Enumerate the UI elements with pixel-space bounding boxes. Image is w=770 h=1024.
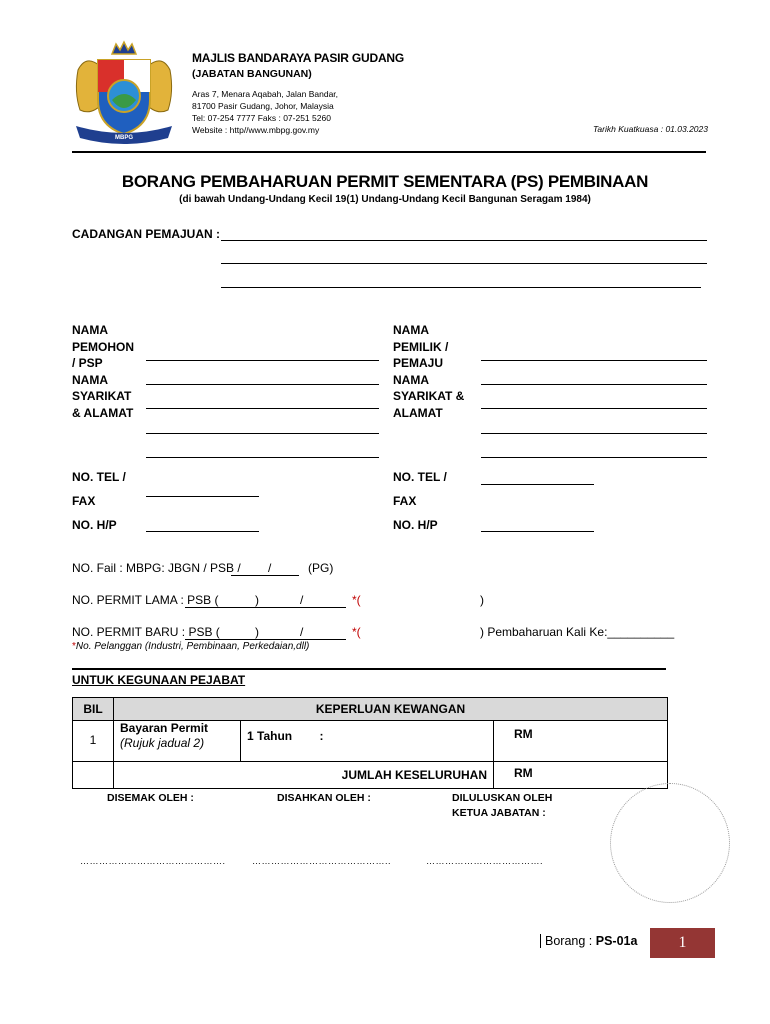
permit-lama-slash: / xyxy=(300,593,304,607)
applicant-hp-field[interactable] xyxy=(146,531,259,532)
fail-slash: / xyxy=(268,561,272,575)
permit-baru-field-line[interactable] xyxy=(185,639,346,640)
rm-amount-total[interactable]: RM xyxy=(494,762,668,789)
tempoh-cell xyxy=(241,721,494,762)
borang-code: PS-01a xyxy=(595,934,638,948)
applicant-field-line[interactable] xyxy=(146,408,379,409)
svg-text:MBPG: MBPG xyxy=(115,135,133,141)
applicant-label-line: / PSP xyxy=(72,356,103,370)
cadangan-field-line-1[interactable] xyxy=(221,240,707,241)
applicant-fax-label: FAX xyxy=(72,494,96,508)
signature-line-disemak[interactable]: ………………………………………. xyxy=(80,856,226,866)
owner-label-line: SYARIKAT & xyxy=(393,389,465,403)
permit-lama-asterisk: *( xyxy=(352,593,361,607)
rm-amount-1[interactable]: RM xyxy=(494,721,668,762)
owner-label-line: NAMA xyxy=(393,372,429,387)
applicant-hp-label: NO. H/P xyxy=(72,518,117,532)
applicant-tel-field[interactable] xyxy=(146,496,259,497)
applicant-tel-label: NO. TEL / xyxy=(72,470,126,484)
applicant-field-line[interactable] xyxy=(146,433,379,434)
footnote xyxy=(72,641,309,652)
permit-lama-paren: ) xyxy=(255,593,259,607)
office-section-title: UNTUK KEGUNAAN PEJABAT xyxy=(72,673,246,687)
header-divider xyxy=(72,151,706,153)
owner-field-line[interactable] xyxy=(481,360,707,361)
permit-baru-asterisk: *( xyxy=(352,625,361,639)
cadangan-label: CADANGAN PEMAJUAN : xyxy=(72,227,221,241)
address-line: Tel: 07-254 7777 Faks : 07-251 5260 xyxy=(192,113,331,123)
owner-label-line: ALAMAT xyxy=(393,405,443,420)
cadangan-field-line-3[interactable] xyxy=(221,287,701,288)
fail-field-line[interactable] xyxy=(231,575,299,576)
jumlah-label: JUMLAH KESELURUHAN xyxy=(114,762,494,789)
disahkan-label: DISAHKAN OLEH : xyxy=(277,792,371,804)
owner-label-line: NAMA xyxy=(393,323,429,337)
cadangan-field-line-2[interactable] xyxy=(221,263,707,264)
address-line: 81700 Pasir Gudang, Johor, Malaysia xyxy=(192,101,334,111)
applicant-field-line[interactable] xyxy=(146,384,379,385)
footer-form-code xyxy=(540,934,637,948)
form-title: BORANG PEMBAHARUAN PERMIT SEMENTARA (PS) PEMBINAAN xyxy=(121,172,649,191)
owner-label xyxy=(393,322,464,421)
address-line: Website : http//www.mbpg.gov.my xyxy=(192,125,320,135)
rujuk-text: Rujuk jadual 2 xyxy=(124,736,201,750)
owner-field-line[interactable] xyxy=(481,457,707,458)
col-bil-header: BIL xyxy=(73,698,114,721)
applicant-label-line: NAMA xyxy=(72,323,108,337)
fail-suffix: (PG) xyxy=(308,561,334,575)
effective-date: Tarikh Kuatkuasa : 01.03.2023 xyxy=(593,124,708,134)
signature-line-diluluskan[interactable]: ………………………………. xyxy=(426,856,544,866)
rujuk-label: (Rujuk jadual 2) xyxy=(120,736,205,750)
col-keperluan-header: KEPERLUAN KEWANGAN xyxy=(114,698,668,721)
applicant-label-line: SYARIKAT xyxy=(72,389,132,403)
tempoh-label: 1 Tahun xyxy=(247,729,293,743)
diluluskan-label-2: KETUA JABATAN : xyxy=(452,807,546,819)
permit-baru-label: NO. PERMIT BARU : PSB ( xyxy=(72,625,220,639)
page-number: 1 xyxy=(650,928,715,958)
permit-lama-label: NO. PERMIT LAMA : PSB ( xyxy=(72,593,219,607)
pembaharuan-label: ) Pembaharuan Kali Ke:__________ xyxy=(480,625,675,639)
owner-field-line[interactable] xyxy=(481,433,707,434)
applicant-field-line[interactable] xyxy=(146,360,379,361)
owner-tel-field[interactable] xyxy=(481,484,594,485)
applicant-field-line[interactable] xyxy=(146,457,379,458)
diluluskan-label-1: DILULUSKAN OLEH xyxy=(452,792,553,804)
footnote-text: No. Pelanggan (Industri, Pembinaan, Perkedaian,dll) xyxy=(75,641,310,652)
owner-field-line[interactable] xyxy=(481,384,707,385)
owner-fax-label: FAX xyxy=(393,494,417,508)
owner-label-line: PEMILIK / xyxy=(393,339,449,354)
address-line: Aras 7, Menara Aqabah, Jalan Bandar, xyxy=(192,89,339,99)
owner-field-line[interactable] xyxy=(481,408,707,409)
financial-table xyxy=(72,697,668,789)
bayaran-label: Bayaran Permit xyxy=(120,721,209,735)
form-subtitle: (di bawah Undang-Undang Kecil 19(1) Undang-Undang Kecil Bangunan Seragam 1984) xyxy=(179,194,591,205)
applicant-label-line: NAMA xyxy=(72,372,108,387)
official-stamp-area xyxy=(610,783,730,903)
borang-label: Borang : xyxy=(540,934,592,948)
applicant-label-line: & ALAMAT xyxy=(72,405,134,420)
footnote-star: * xyxy=(72,641,76,652)
permit-baru-slash: / xyxy=(300,625,304,639)
section-divider xyxy=(72,668,666,670)
owner-hp-field[interactable] xyxy=(481,531,594,532)
owner-tel-label: NO. TEL / xyxy=(393,470,447,484)
permit-lama-field-line[interactable] xyxy=(185,607,346,608)
applicant-label-line: PEMOHON xyxy=(72,339,135,354)
applicant-label xyxy=(72,322,134,421)
owner-label-line: PEMAJU xyxy=(393,356,444,370)
permit-baru-paren: ) xyxy=(255,625,259,639)
tempoh-colon: : xyxy=(319,729,324,743)
row-number: 1 xyxy=(73,721,114,762)
org-name: MAJLIS BANDARAYA PASIR GUDANG xyxy=(192,51,405,65)
dept-name: (JABATAN BANGUNAN) xyxy=(192,68,312,80)
permit-lama-close: ) xyxy=(480,593,484,607)
signature-line-disahkan[interactable]: …………………………………….. xyxy=(252,856,392,866)
fail-label: NO. Fail : MBPG: JBGN / PSB / xyxy=(72,561,241,575)
owner-hp-label: NO. H/P xyxy=(393,518,438,532)
empty-cell xyxy=(73,762,114,789)
municipal-crest-icon xyxy=(72,40,176,148)
disemak-label: DISEMAK OLEH : xyxy=(107,792,194,804)
bayaran-cell xyxy=(114,721,241,762)
